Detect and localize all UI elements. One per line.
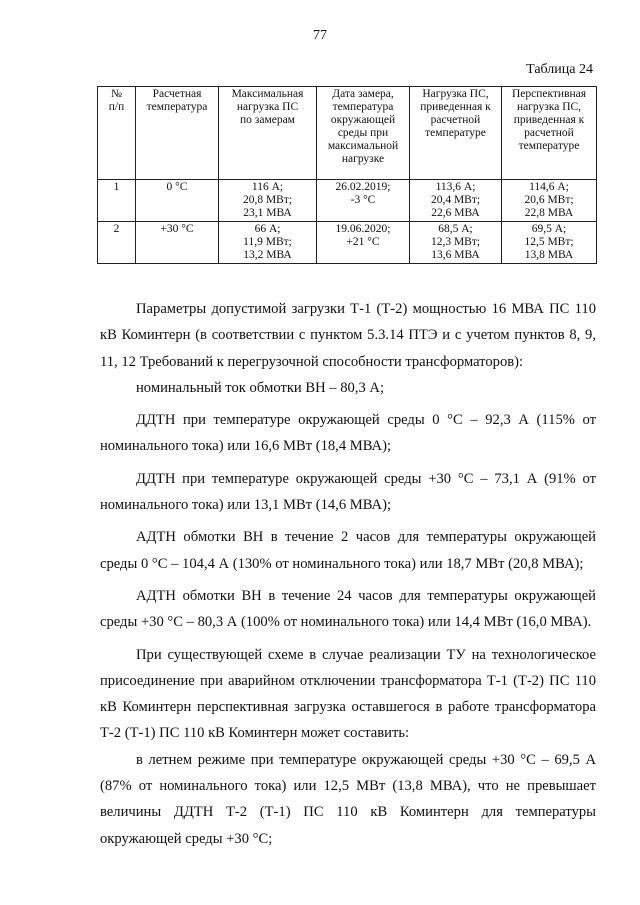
cell-line: 116 А;	[251, 181, 284, 193]
cell-line: 23,1 МВА	[243, 207, 292, 219]
cell-line: Расчетная	[152, 88, 202, 100]
header-cell	[98, 87, 136, 180]
header-cell	[317, 87, 410, 180]
cell-line: среды при	[337, 127, 389, 139]
cell-line: 12,5 МВт;	[524, 236, 574, 248]
cell-line: 13,8 МВА	[524, 249, 574, 261]
table-cell	[98, 180, 136, 222]
table-row	[98, 180, 597, 222]
cell-line: +21 °С	[346, 236, 380, 248]
cell-line: расчетной	[430, 114, 481, 126]
cell-line: окружающей	[330, 114, 396, 126]
cell-line: температуре	[518, 140, 580, 152]
paragraph-ddtn-0: ДДТН при температуре окружающей среды 0 °С – 92,3 А (115% от номинального тока) или 16,6 МВт (18,4 МВА);	[100, 412, 596, 455]
table-cell	[410, 180, 502, 222]
cell-line: Дата замера,	[332, 88, 394, 100]
paragraph-summer-mode: в летнем режиме при температуре окружающей среды +30 °С – 69,5 А (87% от номинального тока) или 12,5 МВт (13,8 МВА), что не превышает величины ДДТН Т-2 (Т-1) ПС 110 кВ Коминтерн для температуры окружающей среды +30 °С;	[100, 751, 596, 847]
table-cell	[98, 222, 136, 264]
cell-line: нагрузке	[341, 153, 385, 165]
cell-line: 22,6 МВА	[431, 207, 480, 219]
cell-line: 114,6 А;	[529, 181, 569, 193]
header-cell	[219, 87, 317, 180]
cell-line: Нагрузка ПС,	[422, 88, 489, 100]
cell-line: 22,8 МВА	[524, 207, 574, 219]
paragraph-scheme: При существующей схеме в случае реализации ТУ на технологическое присоединение при аварийном отключении трансформатора Т-1 (Т-2) ПС 110 кВ Коминтерн перспективная загрузка оставшегося в работе трансформатора Т-2 (Т-1) ПС 110 кВ Коминтерн может составить:	[100, 646, 596, 742]
cell-line: расчетной	[524, 127, 574, 139]
paragraph-nominal-current: номинальный ток обмотки ВН – 80,3 А;	[136, 379, 385, 396]
cell-line: №	[111, 88, 122, 100]
header-cell	[410, 87, 502, 180]
cell-line: 19.06.2020;	[335, 223, 391, 235]
cell-line: 0 °С	[166, 181, 188, 193]
cell-line: 20,4 МВт;	[430, 194, 481, 206]
cell-line: 13,6 МВА	[431, 249, 480, 261]
cell-line: 20,8 МВт;	[242, 194, 293, 206]
paragraph-adtn-2h: АДТН обмотки ВН в течение 2 часов для температуры окружающей среды 0 °С – 104,4 А (130% от номинального тока) или 18,7 МВт (20,8 МВА);	[100, 529, 596, 572]
cell-line: 113,6 А;	[435, 181, 476, 193]
cell-line: +30 °С	[160, 223, 194, 235]
cell-line: 26.02.2019;	[335, 181, 391, 193]
cell-line: приведенная к	[420, 101, 491, 113]
cell-line: 13,2 МВА	[243, 249, 292, 261]
cell-line: температура	[146, 101, 208, 113]
cell-line: нагрузка ПС	[236, 101, 299, 113]
cell-line: максимальной	[327, 140, 399, 152]
header-cell	[136, 87, 219, 180]
cell-line: 69,5 А;	[531, 223, 567, 235]
cell-line: по замерам	[240, 114, 295, 126]
cell-line: Максимальная	[231, 88, 304, 100]
table-header-row	[98, 87, 597, 180]
table-cell	[219, 222, 317, 264]
cell-line: 2	[113, 223, 120, 235]
cell-line: Перспективная	[511, 88, 587, 100]
table-cell	[136, 222, 219, 264]
table-row	[98, 222, 597, 264]
table-cell	[410, 222, 502, 264]
paragraph-ddtn-30: ДДТН при температуре окружающей среды +30 °С – 73,1 А (91% от номинального тока) или 13,1 МВт (14,6 МВА);	[100, 470, 596, 514]
paragraph-parameters: Параметры допустимой загрузки Т-1 (Т-2) мощностью 16 МВА ПС 110 кВ Коминтерн (в соответствии с пунктом 5.3.14 ПТЭ и с учетом пунктов 8, 9, 11, 12 Требований к перегрузочной способности трансформаторов):	[100, 301, 596, 370]
cell-line: температуре	[425, 127, 486, 139]
cell-line: 11,9 МВт;	[243, 236, 292, 248]
cell-line: -3 °С	[350, 194, 376, 206]
page-number: 77	[313, 28, 327, 43]
cell-line: 66 А;	[254, 223, 281, 235]
table-cell	[317, 222, 410, 264]
cell-line: п/п	[108, 101, 125, 113]
table-cell	[502, 222, 597, 264]
table-cell	[317, 180, 410, 222]
table-cell	[219, 180, 317, 222]
header-cell	[502, 87, 597, 180]
load-table	[97, 86, 597, 264]
paragraph-adtn-24h: АДТН обмотки ВН в течение 24 часов для температуры окружающей среды +30 °С – 80,3 А (100% от номинального тока) или 14,4 МВт (16,0 МВА).	[100, 587, 596, 631]
cell-line: 68,5 А;	[438, 223, 473, 235]
body-text	[100, 296, 596, 852]
cell-line: температура	[332, 101, 394, 113]
table-cell	[502, 180, 597, 222]
table-cell	[136, 180, 219, 222]
cell-line: 20,6 МВт;	[524, 194, 574, 206]
cell-line: 12,3 МВт;	[430, 236, 481, 248]
cell-line: приведенная к	[513, 114, 585, 126]
cell-line: нагрузка ПС,	[516, 101, 582, 113]
cell-line: 1	[113, 181, 120, 193]
table-caption: Таблица 24	[526, 62, 593, 77]
